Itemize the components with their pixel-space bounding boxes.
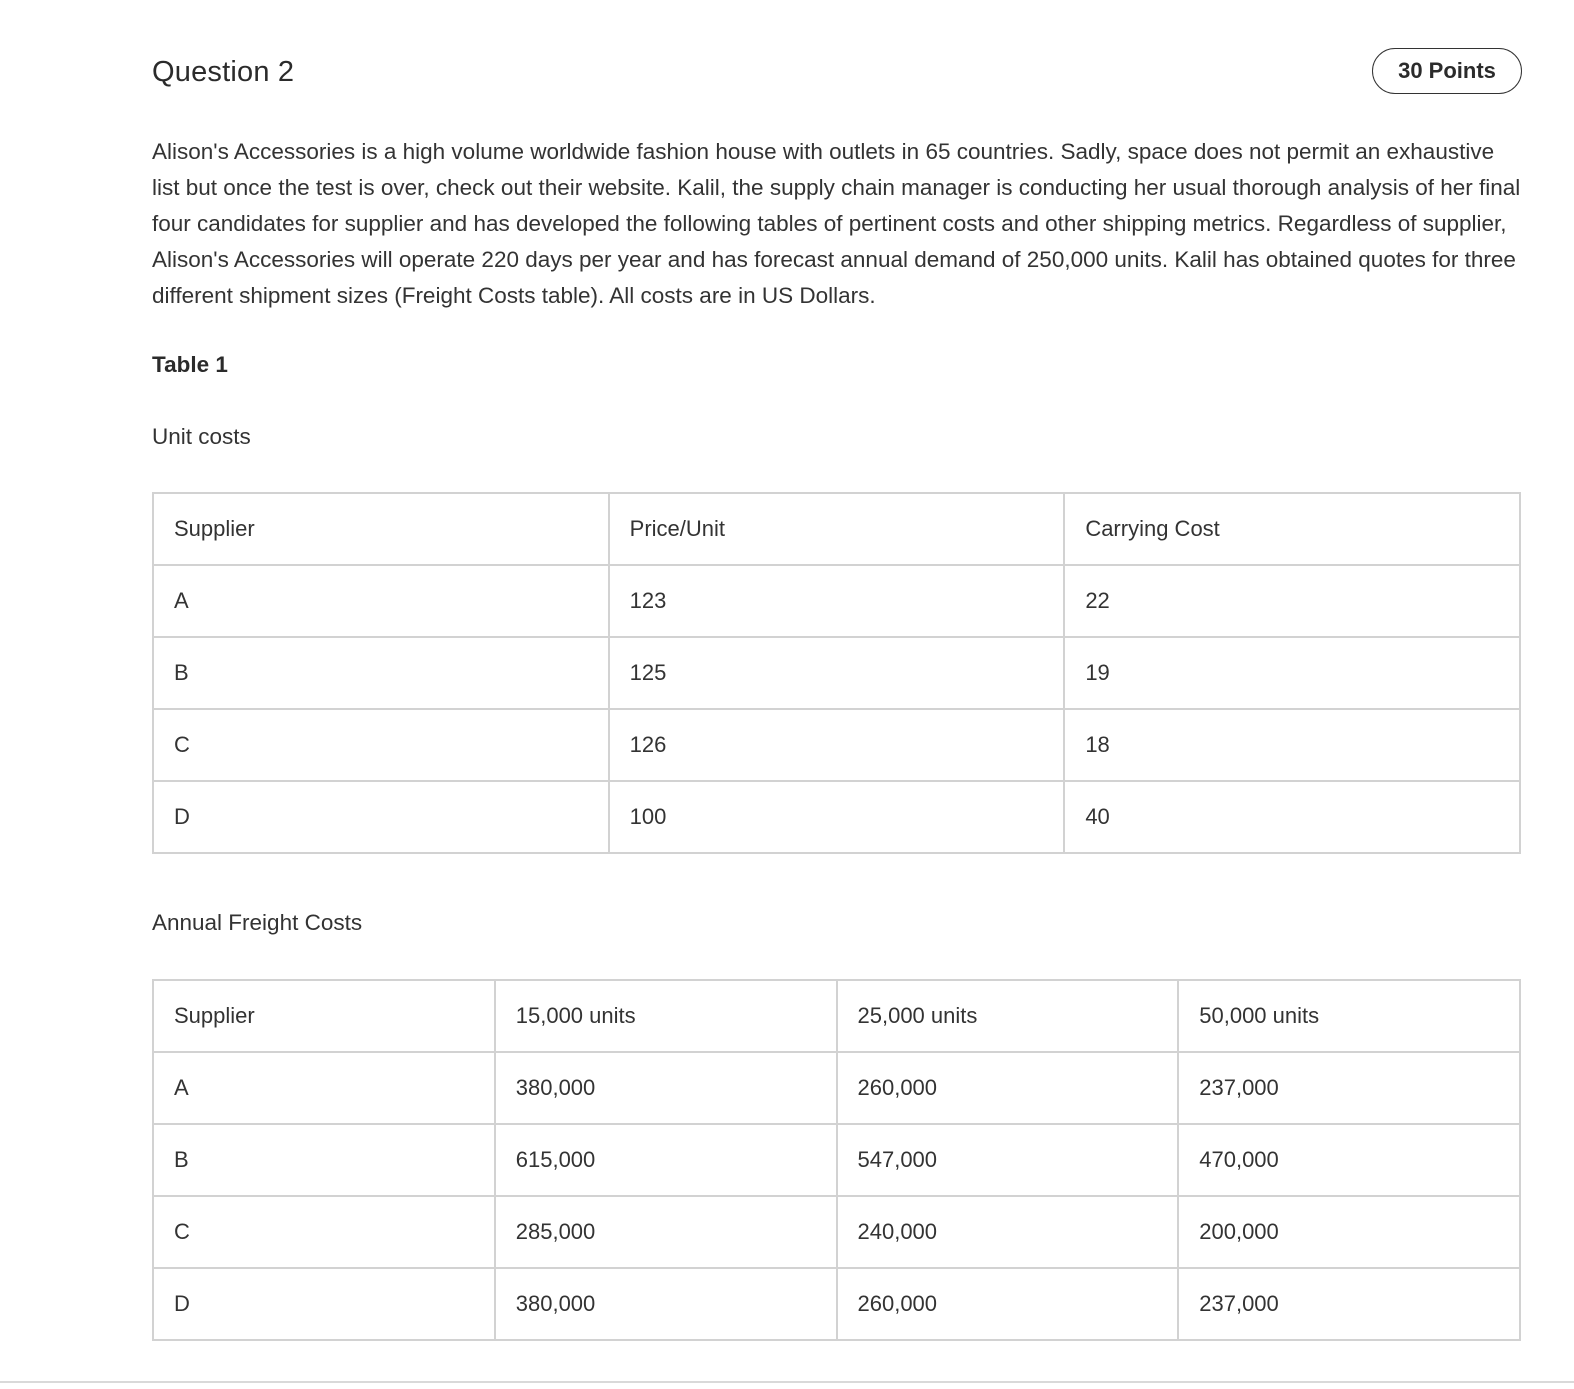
table-heading: Table 1 xyxy=(152,352,228,377)
table-cell: 19 xyxy=(1064,637,1520,709)
header-cell: 25,000 units xyxy=(837,980,1179,1052)
table-cell: 123 xyxy=(609,565,1065,637)
table-cell: D xyxy=(153,1268,495,1340)
table-row xyxy=(153,1052,1520,1124)
question-title: Question 2 xyxy=(152,56,295,88)
table-cell: 126 xyxy=(609,709,1065,781)
points-badge: 30 Points xyxy=(1372,48,1522,94)
table-cell: 200,000 xyxy=(1178,1196,1520,1268)
table-cell: B xyxy=(153,637,609,709)
unit-costs-table xyxy=(152,492,1521,854)
table-cell: C xyxy=(153,709,609,781)
table-cell: 615,000 xyxy=(495,1124,837,1196)
table-row xyxy=(153,781,1520,853)
header-cell: 15,000 units xyxy=(495,980,837,1052)
table-row xyxy=(153,637,1520,709)
unit-costs-caption: Unit costs xyxy=(152,424,251,449)
table-cell: 260,000 xyxy=(837,1268,1179,1340)
table-cell: A xyxy=(153,565,609,637)
question-header xyxy=(152,48,1522,96)
table-cell: 470,000 xyxy=(1178,1124,1520,1196)
table-cell: 22 xyxy=(1064,565,1520,637)
table-cell: 380,000 xyxy=(495,1268,837,1340)
table-row xyxy=(153,709,1520,781)
divider xyxy=(0,1381,1574,1383)
question-text: Alison's Accessories is a high volume worldwide fashion house with outlets in 65 countries. Sadly, space does not permit an exhaustive list but once the test is over, check out their website. Kalil, the supply chain manager is conducting her usual thorough analysis of her final four candidates for supplier and has developed the following tables of pertinent costs and other shipping metrics. Regardless of supplier, Alison's Accessories will operate 220 days per year and has forecast annual demand of 250,000 units. Kalil has obtained quotes for three different shipment sizes (Freight Costs table). All costs are in US Dollars. xyxy=(152,139,1521,308)
table-cell: 18 xyxy=(1064,709,1520,781)
table-cell: 260,000 xyxy=(837,1052,1179,1124)
table-cell: A xyxy=(153,1052,495,1124)
table-cell: 285,000 xyxy=(495,1196,837,1268)
table-row xyxy=(153,1196,1520,1268)
table-cell: 237,000 xyxy=(1178,1052,1520,1124)
header-cell: Price/Unit xyxy=(609,493,1065,565)
table-row xyxy=(153,1124,1520,1196)
table-cell: B xyxy=(153,1124,495,1196)
table-cell: 100 xyxy=(609,781,1065,853)
table-cell: 547,000 xyxy=(837,1124,1179,1196)
table-header-row xyxy=(153,493,1520,565)
table-cell: 40 xyxy=(1064,781,1520,853)
table-cell: 237,000 xyxy=(1178,1268,1520,1340)
table-row xyxy=(153,565,1520,637)
header-cell: Carrying Cost xyxy=(1064,493,1520,565)
table-cell: 240,000 xyxy=(837,1196,1179,1268)
table-header-row xyxy=(153,980,1520,1052)
table-cell: 380,000 xyxy=(495,1052,837,1124)
header-cell: Supplier xyxy=(153,980,495,1052)
table-row xyxy=(153,1268,1520,1340)
freight-costs-table xyxy=(152,979,1521,1341)
freight-costs-caption: Annual Freight Costs xyxy=(152,910,363,935)
table-cell: C xyxy=(153,1196,495,1268)
table-cell: D xyxy=(153,781,609,853)
table-cell: 125 xyxy=(609,637,1065,709)
header-cell: 50,000 units xyxy=(1178,980,1520,1052)
header-cell: Supplier xyxy=(153,493,609,565)
